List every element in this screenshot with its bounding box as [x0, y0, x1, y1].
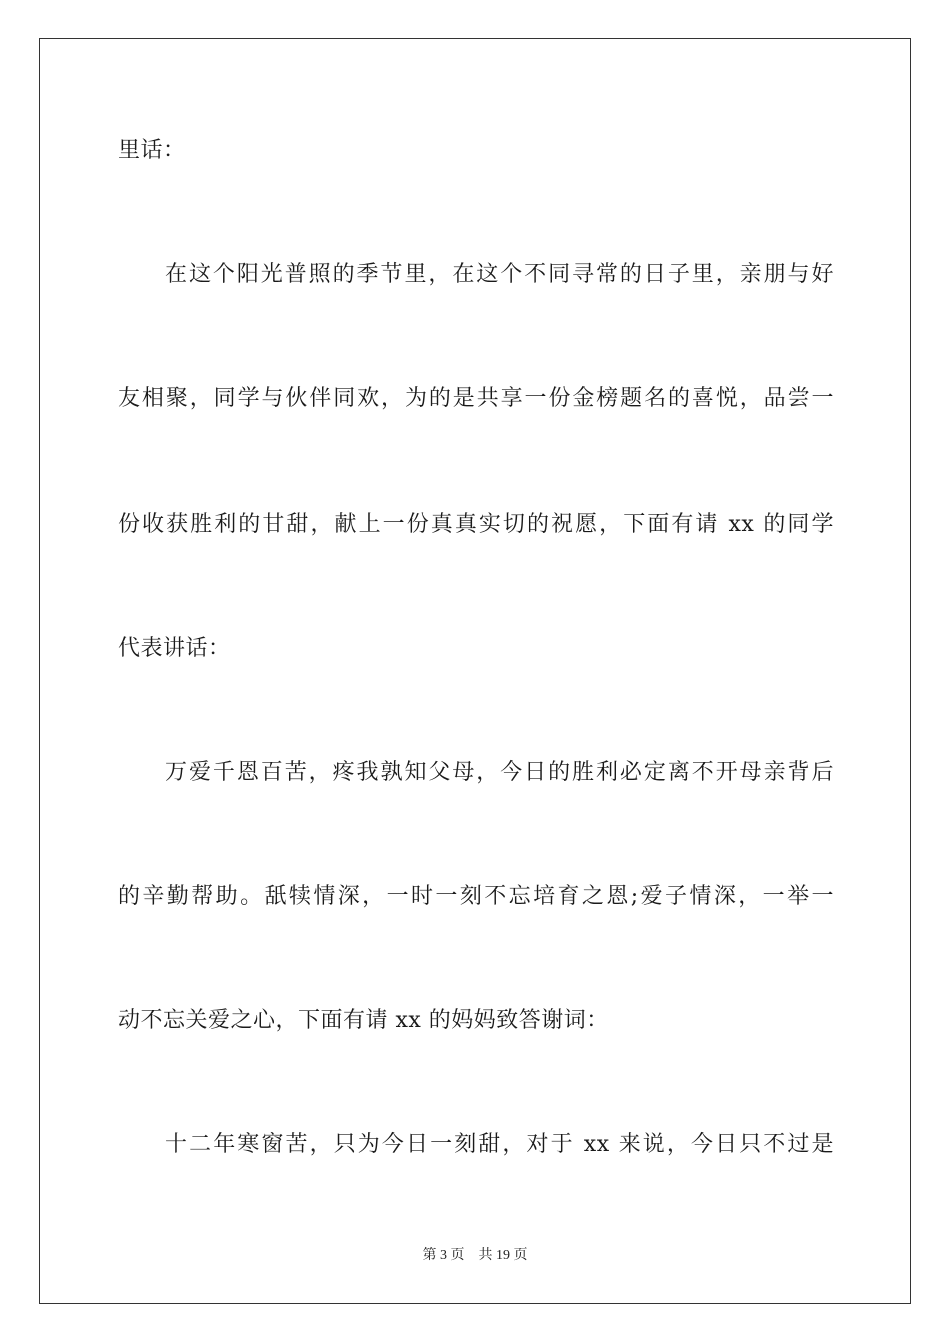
text-line: 十二年寒窗苦，只为今日一刻甜，对于 xx 来说，今日只不过是: [165, 1132, 834, 1157]
page-total: 共 19 页: [478, 1248, 528, 1263]
text-line: 份收获胜利的甘甜，献上一份真真实切的祝愿，下面有请 xx 的同学: [118, 512, 834, 537]
text-line: 万爱千恩百苦，疼我孰知父母，今日的胜利必定离不开母亲背后: [165, 760, 834, 785]
page-number: 第 3 页: [422, 1248, 465, 1263]
text-line: 的辛勤帮助。舐犊情深，一时一刻不忘培育之恩;爱子情深，一举一: [118, 884, 834, 909]
page-frame: [39, 38, 911, 1304]
text-line: 在这个阳光普照的季节里，在这个不同寻常的日子里，亲朋与好: [165, 262, 834, 287]
text-line: 代表讲话：: [118, 636, 231, 661]
text-line: 动不忘关爱之心，下面有请 xx 的妈妈致答谢词：: [118, 1008, 609, 1033]
text-line: 里话：: [118, 138, 186, 163]
text-line: 友相聚，同学与伙伴同欢，为的是共享一份金榜题名的喜悦，品尝一: [118, 386, 834, 411]
page-footer: [0, 1247, 950, 1265]
